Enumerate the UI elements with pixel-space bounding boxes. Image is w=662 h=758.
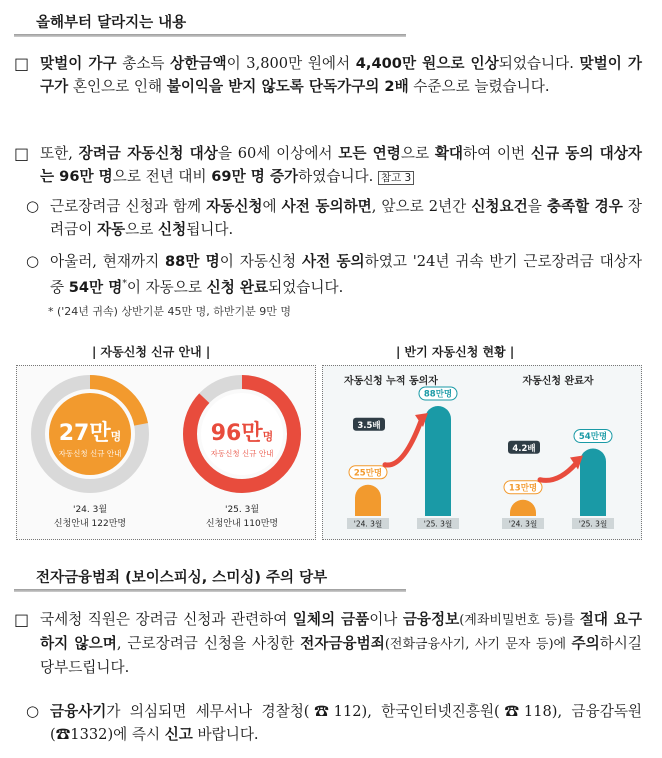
bar-charts: [323, 366, 641, 539]
phone-police: ☎112: [309, 703, 362, 720]
circle-bullet-icon: ○: [26, 252, 40, 270]
bar-1-1: [580, 449, 606, 517]
svg-text:96만명: 96만명: [210, 421, 274, 446]
subitem-current-status: ○ 아울러, 현재까지 88만 명이 자동신청 사전 동의하였고 '24년 귀속 반기 근로장려금 대상자 중 54만 명*이 자동으로 신청 완료되었습니다.: [26, 252, 642, 296]
value-label-0-0: 25만명: [353, 468, 383, 479]
donut1-value: 27만: [58, 421, 111, 446]
paragraph-auto-apply: □ 또한, 장려금 자동신청 대상을 60세 이상에서 모든 연령으로 확대하여 이번 신규 동의 대상자는 96만 명으로 전년 대비 69만 명 증가하였습니다. 참고 3: [14, 144, 642, 185]
paragraph-fraud-warning: □ 국세청 직원은 장려금 신청과 관련하여 일체의 금품이나 금융정보(계좌비밀번호 등)를 절대 요구하지 않으며, 근로장려금 신청을 사칭한 전자금융범죄(전화금융사기, 사기 문자 등)에 주의하시길 당부드립니다.: [14, 610, 642, 676]
donut2-label-date: '25. 3월: [224, 505, 260, 515]
multiplier-label-1: 4.2배: [512, 443, 536, 454]
bar-0-0: [355, 485, 381, 516]
xtick-1-1: '25. 3월: [578, 519, 608, 529]
subitem-prior-consent: ○ 근로장려금 신청과 함께 자동신청에 사전 동의하면, 앞으로 2년간 신청요건을 충족할 경우 장려금이 자동으로 신청됩니다.: [26, 197, 642, 238]
square-bullet-icon: □: [14, 144, 30, 163]
donut2-caption: 자동신청 신규 안내: [210, 449, 274, 458]
circle-bullet-icon: ○: [26, 197, 40, 215]
donut2-label-total: 신청안내 110만명: [205, 519, 279, 529]
svg-text:27만명: 27만명: [58, 421, 122, 446]
section-title: 올해부터 달라지는 내용: [36, 14, 187, 31]
panel-half-year-status: [322, 365, 642, 540]
multiplier-label-0: 3.5배: [357, 420, 381, 431]
reference-tag: 참고 3: [378, 171, 414, 185]
footnote: * ('24년 귀속) 상반기분 45만 명, 하반기분 9만 명: [48, 305, 291, 318]
xtick-0-1: '25. 3월: [423, 519, 453, 529]
square-bullet-icon: □: [14, 54, 30, 73]
section-title: 전자금융범죄 (보이스피싱, 스미싱) 주의 당부: [36, 569, 328, 586]
donut2-value: 96만: [210, 421, 263, 446]
xtick-0-0: '24. 3월: [353, 519, 383, 529]
donut1-label-total: 신청안내 122만명: [53, 519, 127, 529]
bar-0-1: [425, 406, 451, 516]
bar-1-0: [510, 500, 536, 516]
section-header-fraud: [14, 563, 406, 589]
phone-kisa: ☎118: [499, 703, 552, 720]
growth-arrow-1: [540, 464, 576, 481]
value-label-1-0: 13만명: [508, 483, 538, 494]
section-header-changes: [14, 8, 406, 34]
donut1-label-date: '24. 3월: [72, 505, 108, 515]
circle-bullet-icon: ○: [26, 702, 40, 720]
panel-title-left: | 자동신청 신규 안내 |: [92, 345, 211, 359]
panel-title-right: | 반기 자동신청 현황 |: [396, 345, 515, 359]
donut-graphic: [17, 366, 315, 539]
paragraph-dual-income: □ 맞벌이 가구 총소득 상한금액이 3,800만 원에서 4,400만 원으로 인상되었습니다. 맞벌이 가구가 혼인으로 인해 불이익을 받지 않도록 단독가구의 2배 수준으로 늘렸습니다.: [14, 54, 642, 95]
chart-title-1: 자동신청 완료자: [522, 376, 594, 387]
value-label-1-1: 54만명: [578, 432, 608, 442]
donut1-caption: 자동신청 신규 안내: [58, 449, 122, 458]
phone-fss: ☎1332: [55, 726, 108, 743]
growth-arrow-0: [385, 421, 421, 465]
chart-title-0: 자동신청 누적 동의자: [344, 376, 438, 387]
subitem-report-contacts: ○ 금융사기가 의심되면 세무서나 경찰청(☎112), 한국인터넷진흥원(☎118), 금융감독원(☎1332)에 즉시 신고 바랍니다.: [26, 702, 643, 743]
panel-new-auto-apply: [16, 365, 316, 540]
square-bullet-icon: □: [14, 610, 30, 629]
xtick-1-0: '24. 3월: [508, 519, 538, 529]
value-label-0-1: 88만명: [423, 389, 453, 400]
